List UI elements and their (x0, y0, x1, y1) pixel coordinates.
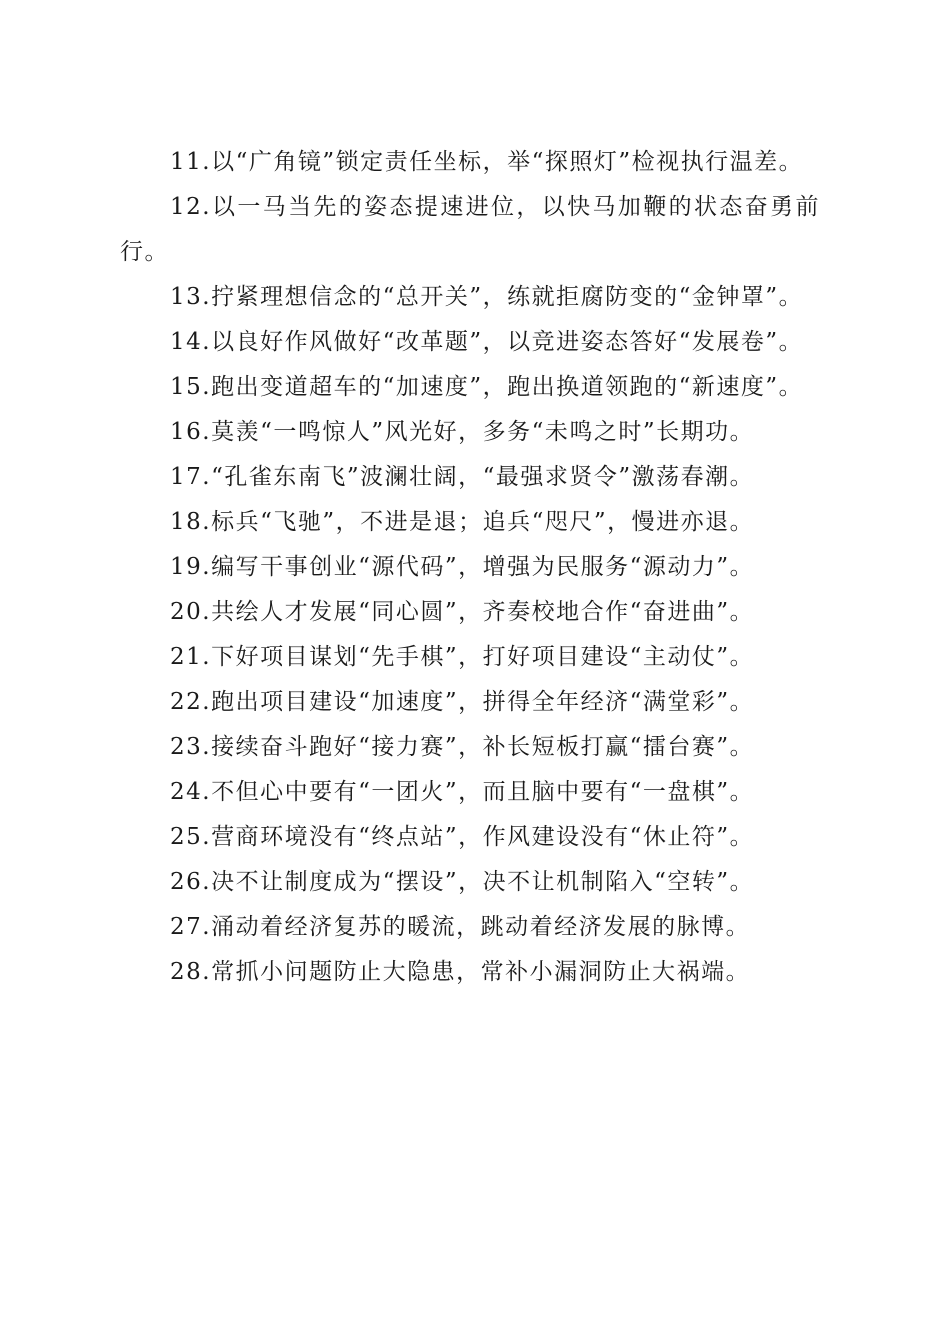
paragraph-20: 20.共绘人才发展“同心圆”，齐奏校地合作“奋进曲”。 (170, 599, 755, 625)
document-body (120, 140, 820, 995)
paragraph-23: 23.接续奋斗跑好“接力赛”，补长短板打赢“擂台赛”。 (170, 734, 755, 760)
paragraph-14: 14.以良好作风做好“改革题”，以竞进姿态答好“发展卷”。 (170, 329, 804, 355)
paragraph-27: 27.涌动着经济复苏的暖流，跳动着经济发展的脉博。 (170, 914, 751, 940)
paragraph-19: 19.编写干事创业“源代码”，增强为民服务“源动力”。 (170, 554, 755, 580)
paragraph-24: 24.不但心中要有“一团火”，而且脑中要有“一盘棋”。 (170, 779, 755, 805)
paragraph-21: 21.下好项目谋划“先手棋”，打好项目建设“主动仗”。 (170, 644, 755, 670)
paragraph-22: 22.跑出项目建设“加速度”，拼得全年经济“满堂彩”。 (170, 689, 755, 715)
paragraph-16: 16.莫羡“一鸣惊人”风光好，多务“未鸣之时”长期功。 (170, 419, 755, 445)
paragraph-11: 11.以“广角镜”锁定责任坐标，举“探照灯”检视执行温差。 (170, 149, 804, 175)
paragraph-13: 13.拧紧理想信念的“总开关”，练就拒腐防变的“金钟罩”。 (170, 284, 804, 310)
paragraph-17: 17.“孔雀东南飞”波澜壮阔，“最强求贤令”激荡春潮。 (170, 464, 755, 490)
paragraph-12: 12.以一马当先的姿态提速进位，以快马加鞭的状态奋勇前行。 (120, 194, 820, 265)
paragraph-18: 18.标兵“飞驰”，不进是退；追兵“咫尺”，慢进亦退。 (170, 509, 755, 535)
paragraph-28: 28.常抓小问题防止大隐患，常补小漏洞防止大祸端。 (170, 959, 751, 985)
paragraph-26: 26.决不让制度成为“摆设”，决不让机制陷入“空转”。 (170, 869, 755, 895)
paragraph-15: 15.跑出变道超车的“加速度”，跑出换道领跑的“新速度”。 (170, 374, 804, 400)
paragraph-25: 25.营商环境没有“终点站”，作风建设没有“休止符”。 (170, 824, 755, 850)
